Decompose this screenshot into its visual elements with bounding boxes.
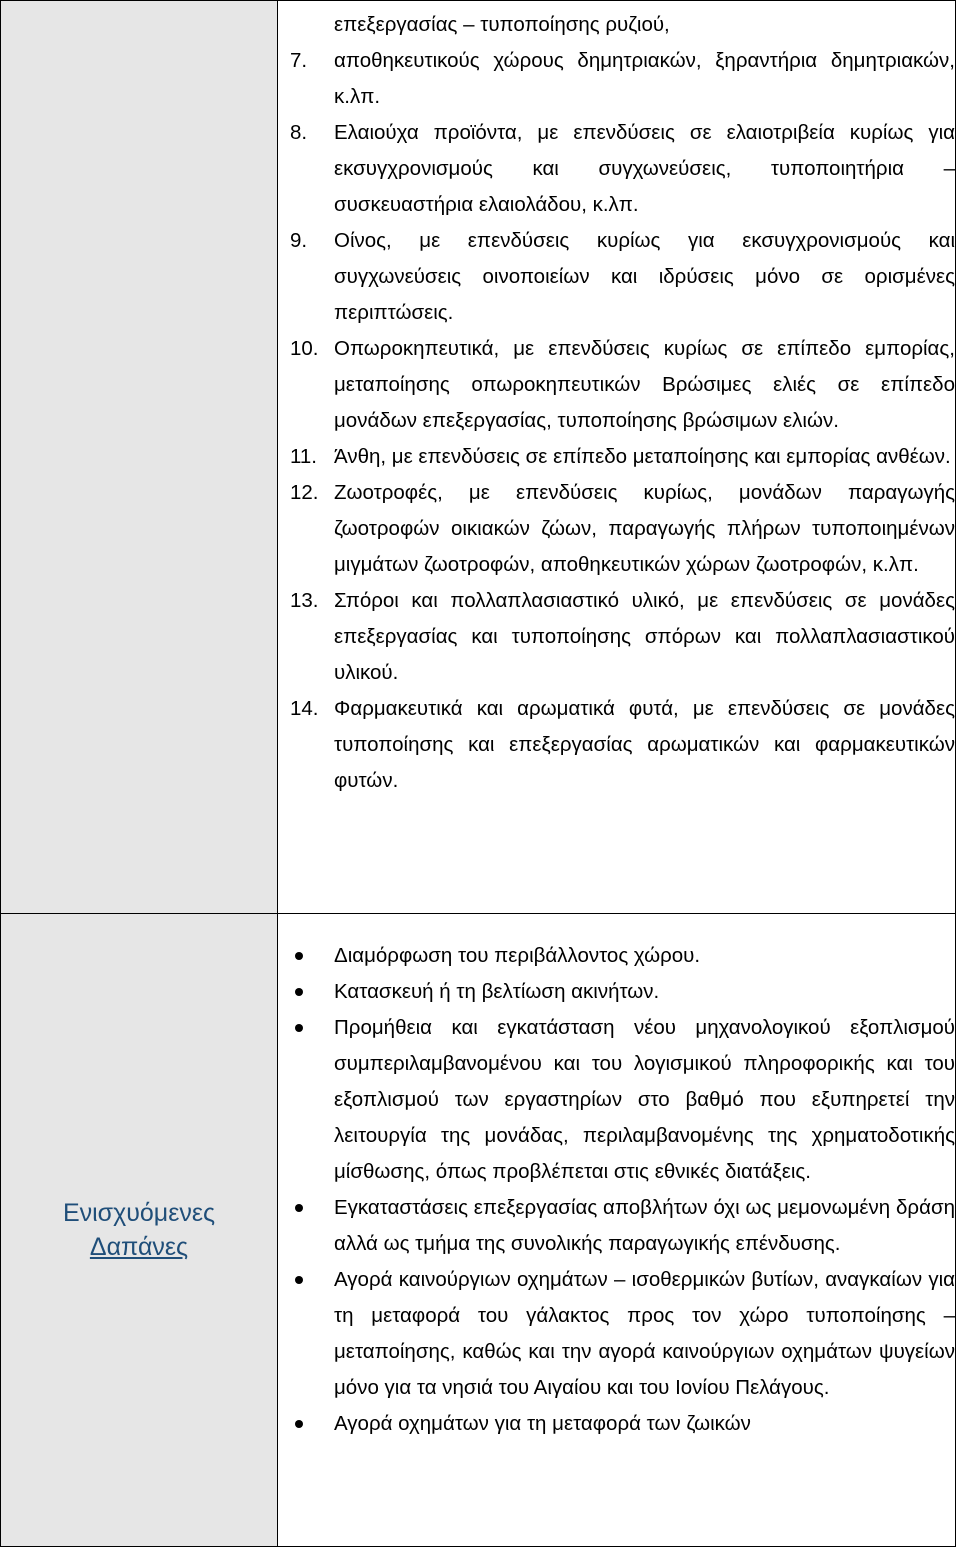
bullet-dot-icon xyxy=(295,1420,303,1428)
bullet-text: Αγορά καινούργιων οχημάτων – ισοθερμικών βυτίων, αναγκαίων για τη μεταφορά του γάλακτος προς τον χώρο τυποποίησης – μεταποίησης, καθώς και την αγορά καινούργιων οχημάτων ψυγείων μόνο για τα νησιά του Αιγαίου και του Ιονίου Πελάγους. xyxy=(334,1268,955,1399)
list-item-number: 11. xyxy=(290,445,317,468)
section-label xyxy=(1,1196,277,1264)
bullet-dot-icon xyxy=(295,952,303,960)
list-item xyxy=(278,43,955,115)
bullet-dot-icon xyxy=(295,1204,303,1212)
list-item-text: Οίνος, με επενδύσεις κυρίως για εκσυγχρονισμούς και συγχωνεύσεις οινοποιείων και ιδρύσεις μόνο σε ορισμένες περιπτώσεις. xyxy=(334,229,955,324)
list-item-text: Σπόροι και πολλαπλασιαστικό υλικό, με επενδύσεις σε μονάδες επεξεργασίας και τυποποίησης σπόρων και πολλαπλασιαστικού υλικού. xyxy=(334,589,955,684)
eligible-sectors-cell xyxy=(278,1,956,914)
table-row xyxy=(1,1,956,914)
bullet-item xyxy=(278,1010,955,1190)
bullet-item xyxy=(278,1406,955,1442)
bullet-item xyxy=(278,938,955,974)
list-item xyxy=(278,583,955,691)
label-cell-expenses xyxy=(1,914,278,1547)
bullet-dot-icon xyxy=(295,1276,303,1284)
list-item-text: Οπωροκηπευτικά, με επενδύσεις κυρίως σε επίπεδο εμπορίας, μεταποίησης οπωροκηπευτικών Βρώσιμες ελιές σε επίπεδο μονάδων επεξεργασίας, τυποποίησης βρώσιμων ελιών. xyxy=(334,337,955,432)
list-item-text: Άνθη, με επενδύσεις σε επίπεδο μεταποίησης και εμπορίας ανθέων. xyxy=(334,445,951,468)
list-item-number: 8. xyxy=(290,121,308,144)
list-item-number: 7. xyxy=(290,49,308,72)
continuation-text: επεξεργασίας – τυποποίησης ρυζιού, xyxy=(334,13,670,36)
bullet-text: Αγορά οχημάτων για τη μεταφορά των ζωικών xyxy=(334,1412,751,1435)
list-item-text: Ελαιούχα προϊόντα, με επενδύσεις σε ελαιοτριβεία κυρίως για εκσυγχρονισμούς και συγχωνεύσεις, τυποποιητήρια – συσκευαστήρια ελαιολάδου, κ.λπ. xyxy=(334,121,955,216)
list-item-number: 10. xyxy=(290,337,319,360)
bullet-text: Προμήθεια και εγκατάσταση νέου μηχανολογικού εξοπλισμού συμπεριλαμβανομένου και του λογισμικού πληροφορικής και του εξοπλισμού των εργαστηρίων στο βαθμό που εξυπηρετεί την λειτουργία της μονάδας, περιλαμβανομένης της χρηματοδοτικής μίσθωσης, όπως προβλέπεται στις εθνικές διατάξεις. xyxy=(334,1016,955,1183)
list-item-text: Φαρμακευτικά και αρωματικά φυτά, με επενδύσεις σε μονάδες τυποποίησης και επεξεργασίας αρωματικών και φαρμακευτικών φυτών. xyxy=(334,697,955,792)
bullet-text: Διαμόρφωση του περιβάλλοντος χώρου. xyxy=(334,944,701,967)
table-row xyxy=(1,914,956,1547)
section-label-line2: Δαπάνες xyxy=(89,1233,189,1261)
bullet-dot-icon xyxy=(295,988,303,996)
list-item xyxy=(278,115,955,223)
bullet-text: Εγκαταστάσεις επεξεργασίας αποβλήτων όχι ως μεμονωμένη δράση αλλά ως τμήμα της συνολικής παραγωγικής επένδυσης. xyxy=(334,1196,955,1255)
list-item-number: 14. xyxy=(290,697,319,720)
list-item-number: 13. xyxy=(290,589,319,612)
bullet-item xyxy=(278,1262,955,1406)
numbered-list xyxy=(278,43,955,799)
bullet-text: Κατασκευή ή τη βελτίωση ακινήτων. xyxy=(334,980,660,1003)
list-item xyxy=(278,475,955,583)
bullet-dot-icon xyxy=(295,1024,303,1032)
label-cell-empty xyxy=(1,1,278,914)
continuation-line xyxy=(278,7,955,43)
list-item-text: Ζωοτροφές, με επενδύσεις κυρίως, μονάδων παραγωγής ζωοτροφών οικιακών ζώων, παραγωγής πλήρων τυποποιημένων μιγμάτων ζωοτροφών, αποθηκευτικών χώρων ζωοτροφών, κ.λπ. xyxy=(334,481,955,576)
bullet-item xyxy=(278,974,955,1010)
list-item xyxy=(278,439,955,475)
list-item-number: 12. xyxy=(290,481,319,504)
list-item xyxy=(278,331,955,439)
list-item xyxy=(278,223,955,331)
list-item xyxy=(278,691,955,799)
bullet-item xyxy=(278,1190,955,1262)
list-item-text: αποθηκευτικούς χώρους δημητριακών, ξηραντήρια δημητριακών, κ.λπ. xyxy=(334,49,955,108)
bullet-list xyxy=(278,938,955,1442)
eligible-expenses-cell xyxy=(278,914,956,1547)
section-label-line1: Ενισχυόμενες xyxy=(62,1199,216,1227)
list-item-number: 9. xyxy=(290,229,308,252)
